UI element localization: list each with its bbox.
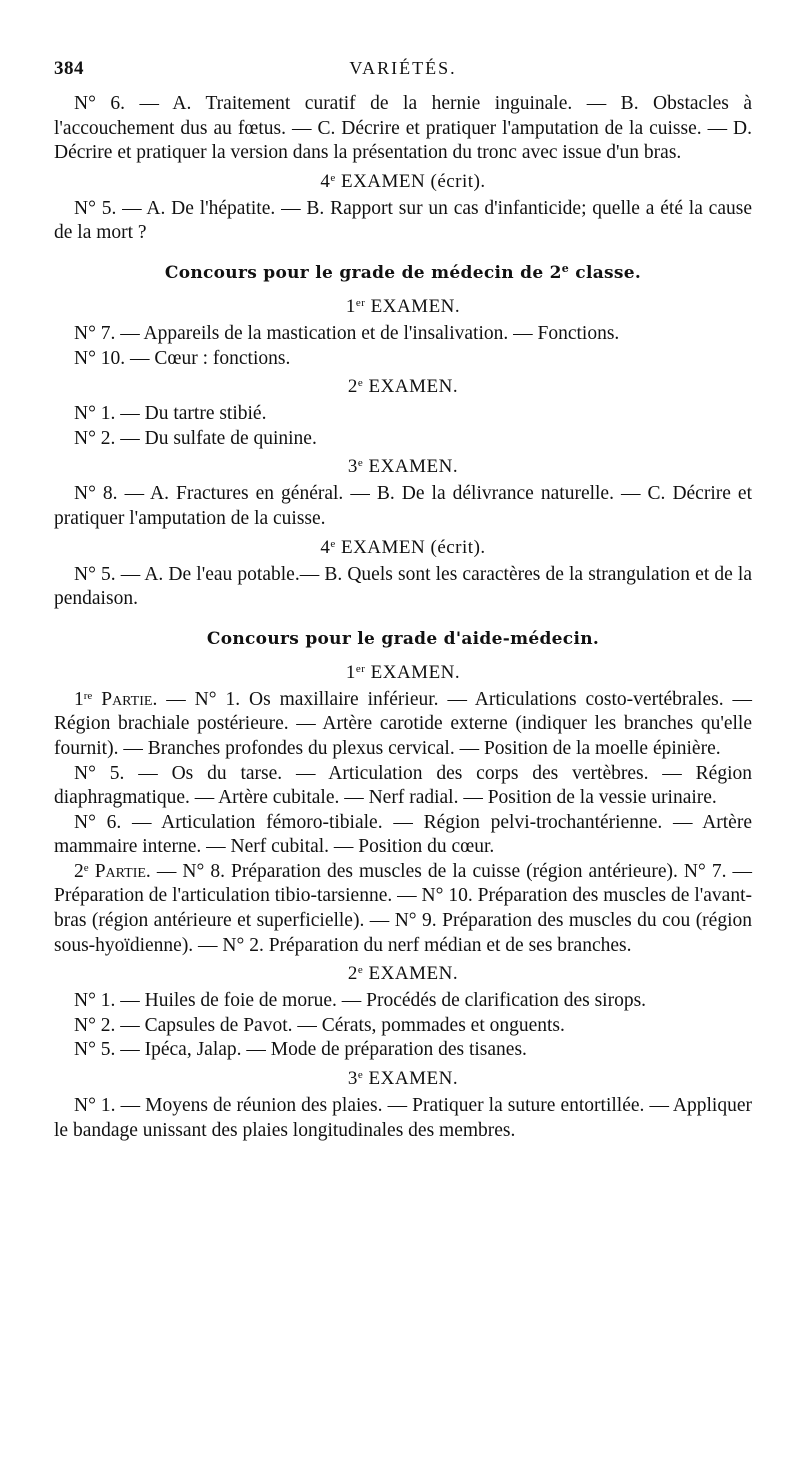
paragraph-1re-partie: 1re Partie. — N° 1. Os maxillaire inférieur. — Articulations costo-vertébrales. — Région brachiale postérieure. — Artère carotide externe (indiquer les branches qu'elle fournit). — Branches profondes du plexus cervical. — Position de la moelle épinière. <box>54 688 753 759</box>
paragraph-2e-partie: 2e Partie. — N° 8. Préparation des muscles de la cuisse (région antérieure). N° 7. — Préparation de l'articulation tibio-tarsienne. — N° 10. Préparation des muscles de l'avant-bras (région antérieure et superficielle). — N° 9. Préparation des muscles du cou (région sous-hyoïdienne). — N° 2. Préparation du nerf médian et de ses branches. <box>54 860 753 956</box>
paragraph-n2-quinine: N° 2. — Du sulfate de quinine. <box>74 427 317 449</box>
exam-heading-2e-aide: 2e EXAMEN. <box>347 963 459 985</box>
paragraph-n5-hepatite: N° 5. — A. De l'hépatite. — B. Rapport sur un cas d'infanticide; quelle a été la cause de la mort ? <box>54 197 752 244</box>
page-number: 384 <box>54 58 84 79</box>
exam-heading-2e: 2e EXAMEN. <box>347 376 459 398</box>
exam-heading-4e-ecrit: 4e EXAMEN (écrit). <box>320 170 486 192</box>
paragraph-n1-huiles: N° 1. — Huiles de foie de morue. — Procédés de clarification des sirops. <box>74 990 647 1012</box>
page-header <box>54 58 752 86</box>
paragraph-n8-fractures: N° 8. — A. Fractures en général. — B. De la délivrance naturelle. — C. Décrire et pratiquer l'amputation de la cuisse. <box>54 483 752 529</box>
exam-heading-3e: 3e EXAMEN. <box>347 456 459 478</box>
paragraph-n1-reunion-plaies: N° 1. — Moyens de réunion des plaies. — Pratiquer la suture entortillée. — Appliquer le bandage unissant des plaies longitudinales des membres. <box>54 1095 752 1141</box>
exam-heading-4e-ecrit-2: 4e EXAMEN (écrit). <box>320 536 486 558</box>
paragraph-n5-ipeca: N° 5. — Ipéca, Jalap. — Mode de préparation des tisanes. <box>74 1039 527 1061</box>
paragraph-n2-capsules: N° 2. — Capsules de Pavot. — Cérats, pommades et onguents. <box>74 1014 565 1036</box>
paragraph-n10-coeur: N° 10. — Cœur : fonctions. <box>74 347 291 369</box>
paragraph-n5-tarse: N° 5. — Os du tarse. — Articulation des corps des vertèbres. — Région diaphragmatique. — Artère cubitale. — Nerf radial. — Position de la vessie urinaire. <box>54 762 752 809</box>
paragraph-n6-femoro-tibiale: N° 6. — Articulation fémoro-tibiale. — Région pelvi-trochantérienne. — Artère mammaire interne. — Nerf cubital. — Position du cœur. <box>54 811 752 858</box>
paragraph-n6-4th-exam: N° 6. — A. Traitement curatif de la hernie inguinale. — B. Obstacles à l'accouchement dus au fœtus. — C. Décrire et pratiquer l'amputation de la cuisse. — D. Décrire et pratiquer la version dans la présentation du tronc avec issue d'un bras. <box>54 93 752 164</box>
paragraph-n1-tartre: N° 1. — Du tartre stibié. <box>74 403 267 425</box>
document-page <box>54 58 752 1143</box>
section-title-medecin-2e-classe: Concours pour le grade de médecin de 2e classe. <box>164 261 642 283</box>
paragraph-n7-mastication: N° 7. — Appareils de la mastication et de l'insalivation. — Fonctions. <box>74 322 620 344</box>
exam-heading-1er-aide: 1er EXAMEN. <box>345 661 461 683</box>
section-title-aide-medecin: Concours pour le grade d'aide-médecin. <box>206 628 600 649</box>
running-title: VARIÉTÉS. <box>349 58 457 78</box>
exam-heading-1er: 1er EXAMEN. <box>345 295 461 317</box>
exam-heading-3e-aide: 3e EXAMEN. <box>347 1068 459 1090</box>
paragraph-n5-eau-potable: N° 5. — A. De l'eau potable.— B. Quels sont les caractères de la strangulation et de la pendaison. <box>54 563 752 610</box>
